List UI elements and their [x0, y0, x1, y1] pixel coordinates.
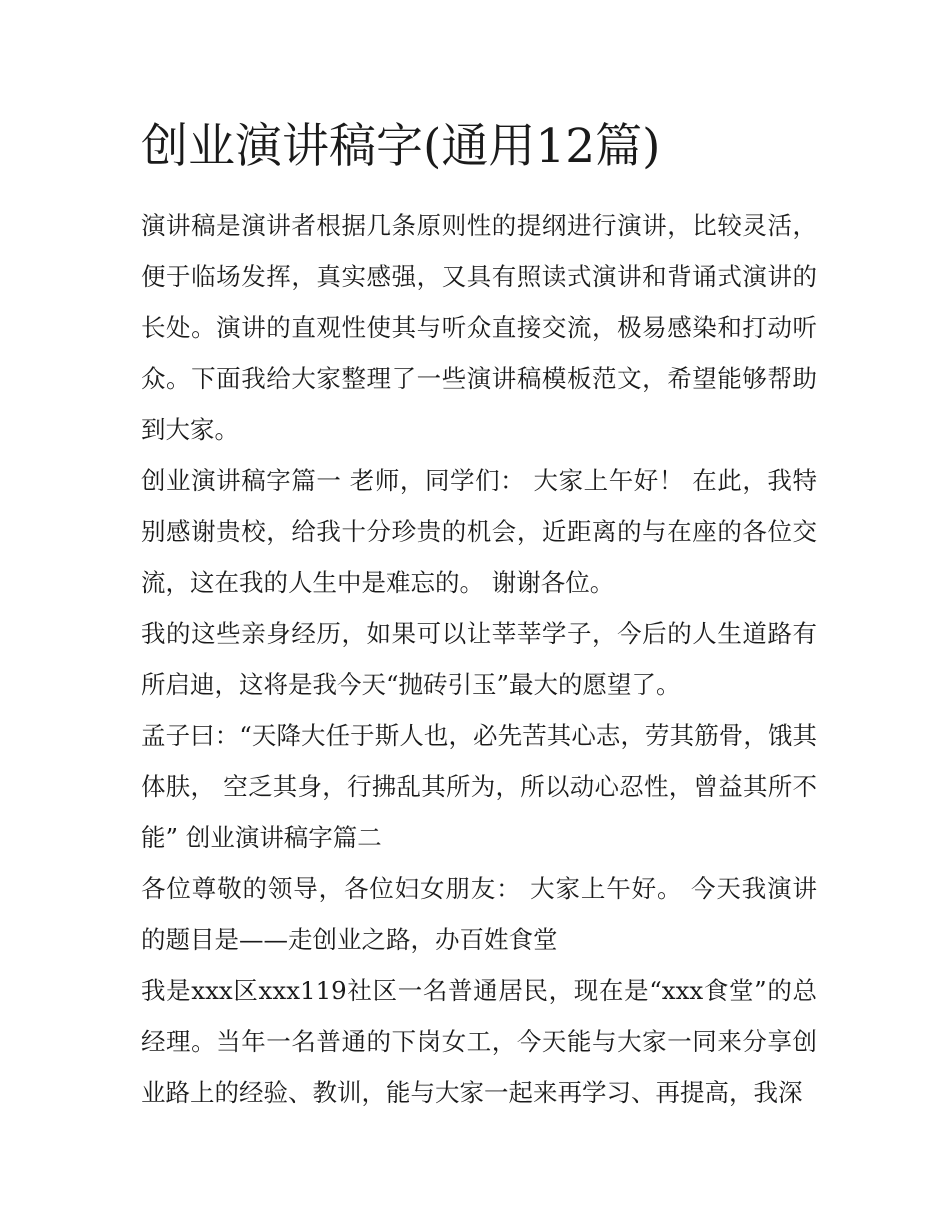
paragraph-experience: 我的这些亲身经历，如果可以让莘莘学子，今后的人生道路有所启迪，这将是我今天“抛砖引玉”最大的愿望了。 — [141, 619, 817, 699]
paragraph-speech-two-body: 我是xxx区xxx119社区一名普通居民，现在是“xxx食堂”的总经理。当年一名普通的下岗女工，今天能与大家一同来分享创业路上的经验、教训，能与大家一起来再学习、再提高，我深 — [141, 976, 817, 1107]
document-body — [141, 112, 817, 1118]
paragraph-mencius-quote: 孟子曰：“天降大任于斯人也，必先苦其心志，劳其筋骨，饿其体肤， 空乏其身，行拂乱其所为，所以动心忍性，曾益其所不能” 创业演讲稿字篇二 — [141, 721, 817, 852]
paragraph-speech-two-greeting: 各位尊敬的领导，各位妇女朋友： 大家上午好。 今天我演讲的题目是——走创业之路，办百姓食堂 — [141, 874, 817, 954]
paragraph-intro: 演讲稿是演讲者根据几条原则性的提纲进行演讲，比较灵活，便于临场发挥，真实感强，又具有照读式演讲和背诵式演讲的长处。演讲的直观性使其与听众直接交流，极易感染和打动听众。下面我给大家整理了一些演讲稿模板范文，希望能够帮助到大家。 — [141, 211, 817, 444]
paragraph-speech-one: 创业演讲稿字篇一 老师，同学们： 大家上午好！ 在此，我特别感谢贵校，给我十分珍贵的机会，近距离的与在座的各位交流，这在我的人生中是难忘的。 谢谢各位。 — [141, 466, 817, 597]
document-title: 创业演讲稿字(通用12篇) — [141, 119, 661, 174]
